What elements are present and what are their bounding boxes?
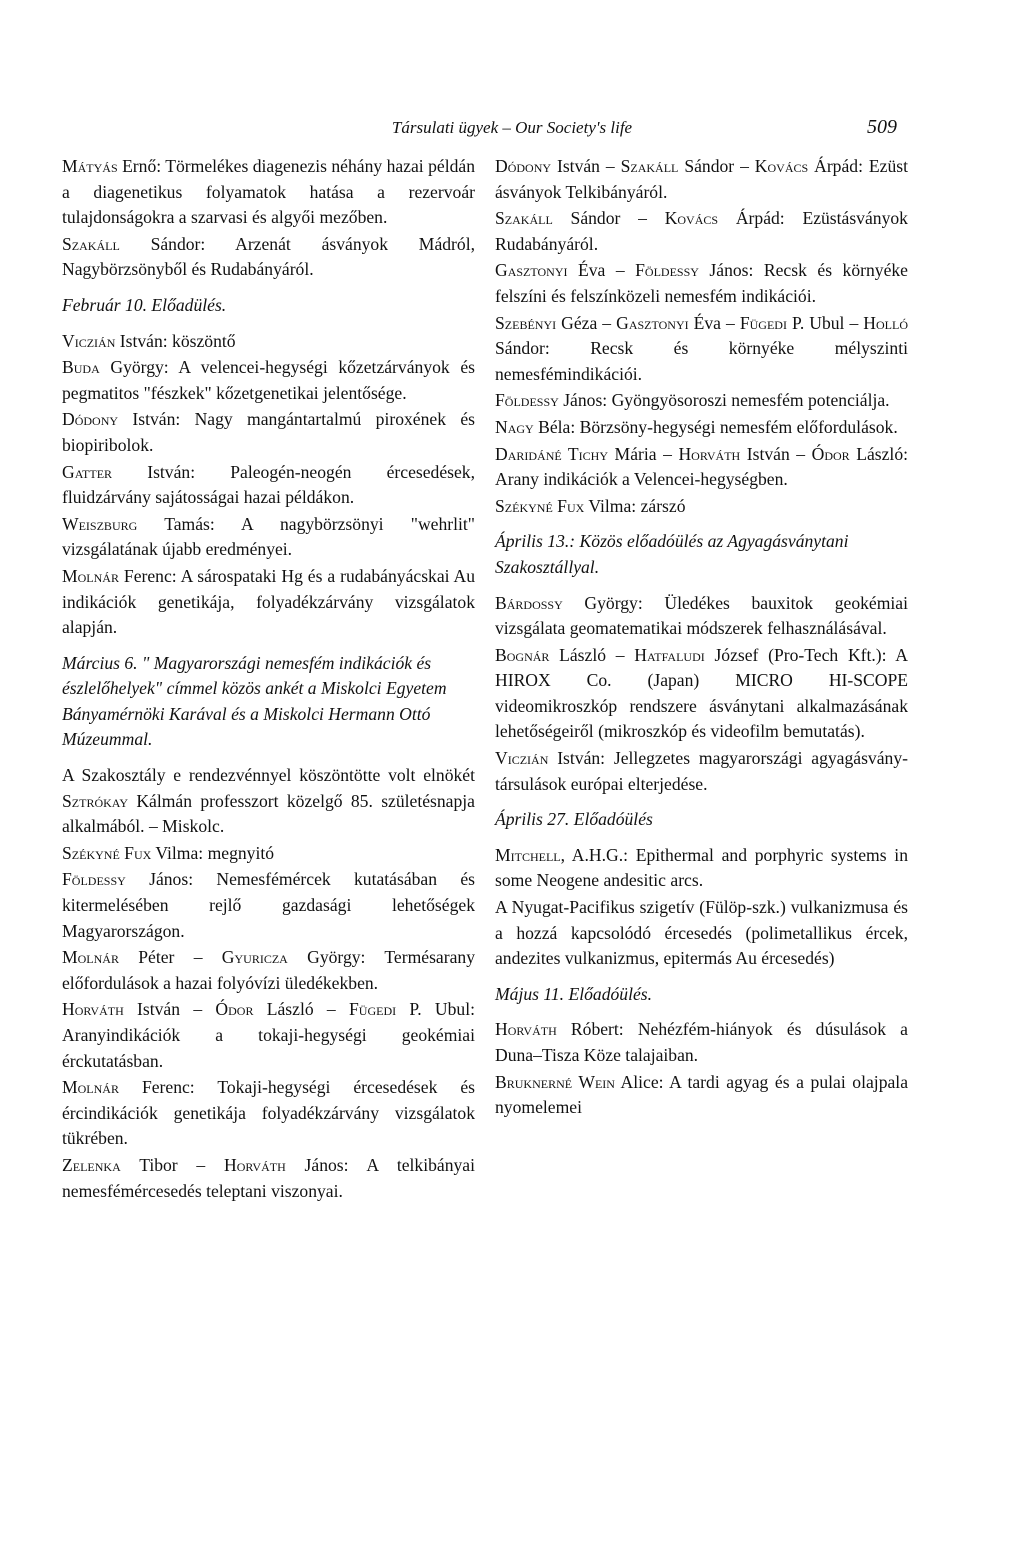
author-name: Gatter [62, 461, 113, 482]
page-number: 509 [867, 116, 897, 138]
entry-text: Mária – [608, 443, 679, 464]
entry-text: László: Arany indikációk a Velencei-hegységben. [495, 443, 908, 490]
entry-text: Sándor – [552, 208, 665, 229]
author-name: Földessy [495, 390, 559, 411]
author-name: Szakáll [62, 233, 120, 254]
list-item [495, 388, 908, 414]
author-name: Székyné Fux [62, 842, 152, 863]
author-name: Horváth [678, 443, 741, 464]
entry-text: P. Ubul: Aranyindikációk a tokaji-hegységi geokémiai érckutatásban. [62, 999, 476, 1071]
list-item [495, 415, 908, 441]
list-item [62, 564, 475, 641]
entry-text: Ernő: Törmelékes diagenezis néhány hazai példán a diagenetikus folyamatok hatása a rezervoár tulajdonságokra a szarvasi és algyői mezőben. [62, 156, 475, 228]
list-item [495, 258, 908, 309]
entry-text: István – [740, 443, 812, 464]
paragraph [62, 763, 475, 840]
paragraph: A Nyugat-Pacifikus szigetív (Fülöp-szk.) vulkanizmusa és a hozzá kapcsolódó ércesedés (polimetallikus ércek, andezites vulkanizmus, epitermás Au ércesedés) [495, 897, 908, 969]
list-item [495, 643, 908, 745]
entry-text: P. Ubul – [786, 312, 864, 333]
list-item [495, 311, 908, 388]
author-name: Molnár [62, 1077, 119, 1098]
list-item [62, 945, 475, 996]
entry-text: György: A velencei-hegységi kőzetzárványok és pegmatitos "fészkek" kőzetgenetikai jelentősége. [62, 357, 475, 403]
author-name: Mátyás [62, 156, 118, 176]
session-heading-apr27: Április 27. Előadóülés [495, 809, 653, 830]
entry-text: János: Nemesfémércek kutatásában és kitermelésében rejlő gazdasági lehetőségek Magyarországon. [62, 869, 475, 941]
author-name: Mitchell [495, 844, 561, 865]
list-item [62, 329, 475, 355]
author-name: Földessy [62, 869, 126, 890]
author-name: Buda [62, 357, 100, 378]
entry-text: István: köszöntő [115, 330, 236, 351]
list-item [62, 867, 475, 944]
entry-text: Éva – [567, 260, 636, 281]
author-name: Horváth [495, 1019, 557, 1040]
session-heading-apr13: Április 13.: Közös előadóülés az Agyagásványtani Szakosztállyal. [495, 531, 849, 577]
session-heading-feb10: Február 10. Előadülés. [62, 294, 227, 315]
author-name: Földessy [635, 260, 699, 281]
entry-text: Sándor: Recsk és környéke mélyszinti nemesfémindikációi. [495, 338, 908, 384]
entry-text: János: A telkibányai nemesfémércesedés teleptani viszonyai. [62, 1154, 475, 1201]
list-item [62, 512, 475, 563]
author-name: Ódor [811, 443, 850, 464]
entry-text: György: Termésarany előfordulások a hazai folyóvízi üledékekben. [62, 947, 475, 993]
list-item [495, 154, 908, 205]
list-item [62, 355, 475, 406]
list-item [62, 154, 475, 231]
entry-text: György: Üledékes bauxitok geokémiai vizsgálata geomatematikai módszerek felhasználásával. [495, 592, 908, 639]
entry-text: László – [549, 644, 635, 665]
paragraph-text: A Szakosztály e rendezvénnyel köszöntötte volt elnökét [62, 765, 475, 786]
entry-text: Árpád: Ezüst ásványok Telkibányáról. [495, 156, 908, 202]
author-name: Gyuricza [221, 947, 288, 968]
session-heading-mar6: Március 6. " Magyarországi nemesfém indikációk és észlelőhelyek" címmel közös ankét a Miskolci Egyetem Bányamérnöki Karával és a Miskolci Hermann Ottó Múzeummal. [62, 652, 447, 750]
author-name: Bognár [495, 644, 550, 665]
author-name: Szakáll [495, 208, 553, 229]
author-name: Molnár [62, 947, 119, 968]
entry-text: István: Nagy mangántartalmú piroxének és biopiribolok. [62, 409, 475, 455]
author-name: Székyné Fux [495, 495, 585, 516]
entry-text: János: Gyöngyösoroszi nemesfém potenciálja. [558, 390, 890, 411]
author-name: Holló [863, 312, 908, 333]
paragraph-text: Kálmán professzort közelgő 85. születésnapja alkalmából. – Miskolc. [62, 790, 475, 837]
entry-text: Alice: A tardi agyag és a pulai olajpala nyomelemei [495, 1071, 908, 1118]
entry-text: Vilma: megnyitó [151, 842, 275, 863]
author-name: Viczián [495, 748, 549, 769]
list-item [495, 206, 908, 257]
list-item [62, 232, 475, 283]
entry-text: Róbert: Nehézfém-hiányok és dúsulások a Duna–Tisza Köze talajaiban. [495, 1019, 908, 1065]
right-column [495, 154, 908, 1122]
author-name: Zelenka [62, 1154, 121, 1175]
list-item [62, 460, 475, 511]
author-name: Horváth [62, 999, 124, 1020]
entry-text: Sándor – [678, 156, 755, 176]
author-name: Szebényi [495, 312, 557, 333]
list-item [495, 494, 908, 520]
author-name: Daridáné Tichy [495, 443, 609, 464]
author-name: Ódor [215, 999, 254, 1020]
list-item [62, 997, 475, 1074]
entry-text: Béla: Börzsöny-hegységi nemesfém előfordulások. [533, 416, 898, 437]
entry-text: János: Recsk és környéke felszíni és felszínközeli nemesfém indikációi. [495, 260, 908, 306]
list-item [495, 843, 908, 894]
author-name: Fügedi [739, 312, 787, 333]
author-name: Gasztonyi [495, 260, 568, 281]
author-name: Bárdossy [495, 592, 563, 613]
author-name: Dódony [495, 156, 552, 176]
running-header: Társulati ügyek – Our Society's life [391, 118, 633, 137]
list-item [62, 1153, 475, 1204]
list-item [495, 746, 908, 797]
entry-text: László – [253, 999, 350, 1020]
author-name: Gasztonyi [616, 312, 689, 333]
entry-text: Tamás: A nagybörzsönyi "wehrlit" vizsgálatának újabb eredményei. [62, 513, 475, 560]
author-name: Kovács [754, 156, 809, 176]
list-item [495, 591, 908, 642]
list-item [495, 1017, 908, 1068]
author-name: Kovács [664, 208, 719, 229]
author-name: Viczián [62, 330, 116, 351]
author-name: Dódony [62, 409, 119, 430]
entry-text: Péter – [118, 947, 222, 968]
entry-text: József (Pro-Tech Kft.): A HIROX Co. (Japan) MICRO HI-SCOPE videomikroszkóp rendszere ásványtani alkalmazásának lehetőségeiről (mikroszkóp és videofilm bemutatás). [495, 644, 908, 742]
entry-text: István: Paleogén-neogén ércesedések, fluidzárvány sajátosságai hazai példákon. [62, 461, 475, 508]
author-name: Fügedi [349, 999, 397, 1020]
entry-text: Vilma: zárszó [584, 495, 686, 516]
session-heading-may11: Május 11. Előadóülés. [495, 983, 653, 1004]
entry-text: Árpád: Ezüstásványok Rudabányáról. [495, 208, 908, 254]
left-column [62, 154, 475, 1205]
list-item [62, 841, 475, 867]
entry-text: Ferenc: Tokaji-hegységi ércesedések és ércindikációk genetikája folyadékzárvány vizsgálatok tükrében. [62, 1077, 475, 1149]
entry-text: Ferenc: A sárospataki Hg és a rudabányácskai Au indikációk genetikája, folyadékzárvány vizsgálatok alapján. [62, 565, 475, 638]
author-name: Horváth [224, 1154, 286, 1175]
entry-text: István – [551, 156, 621, 176]
author-name: Hatfaludi [634, 644, 705, 665]
list-item [495, 442, 908, 493]
author-name: Sztrókay [62, 790, 129, 811]
entry-text: István – [123, 999, 216, 1020]
entry-text: Géza – [556, 312, 617, 333]
author-name: Nagy [495, 416, 534, 437]
list-item [62, 1075, 475, 1152]
entry-text: , A.H.G.: Epithermal and porphyric systems in some Neogene andesitic arcs. [495, 844, 908, 891]
author-name: Bruknerné Wein [495, 1071, 615, 1092]
entry-text: Sándor: Arzenát ásványok Mádról, Nagybörzsönyből és Rudabányáról. [62, 233, 475, 280]
entry-text: Tibor – [120, 1154, 225, 1175]
author-name: Molnár [62, 565, 119, 586]
entry-text: István: Jellegzetes magyarországi agyagásvány-társulások európai elterjedése. [495, 748, 908, 794]
list-item [62, 407, 475, 458]
entry-text: Éva – [688, 312, 740, 333]
author-name: Weiszburg [62, 513, 138, 534]
list-item [495, 1070, 908, 1121]
author-name: Szakáll [620, 156, 679, 176]
